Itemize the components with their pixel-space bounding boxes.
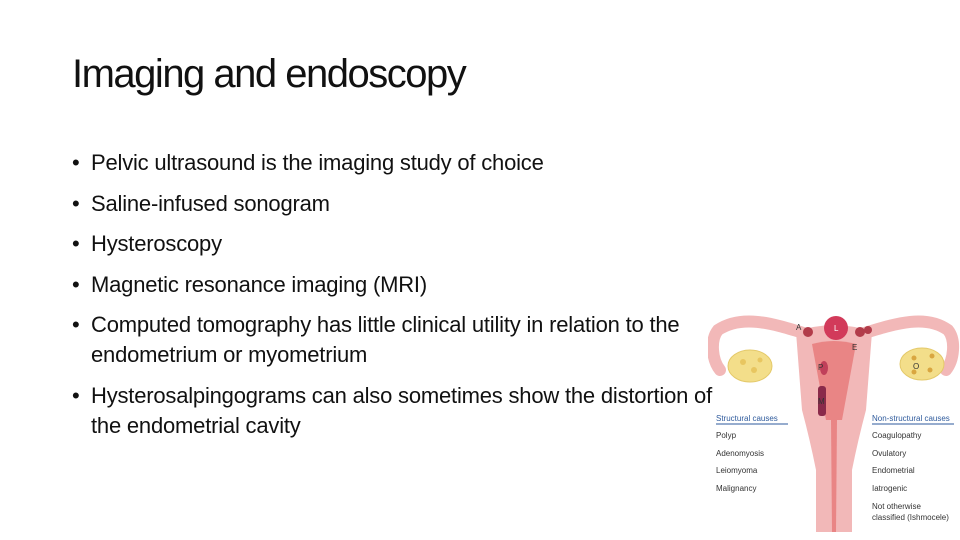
structural-item: Polyp <box>716 431 737 440</box>
cervical-canal <box>831 420 837 532</box>
ovary-follicle <box>751 367 757 373</box>
marker-E: E <box>852 343 858 352</box>
adenomyosis-spot <box>803 327 813 337</box>
non-structural-item: classified (Ishmocele) <box>872 513 949 522</box>
adenomyosis-spot <box>855 327 865 337</box>
marker-P: P <box>818 363 824 372</box>
ovary-follicle <box>928 368 933 373</box>
bullet-marker: • <box>72 190 80 216</box>
ovary-follicle <box>930 354 935 359</box>
bullet-text: Computed tomography has little clinical utility in relation to the endometrium or myometrium <box>91 312 680 367</box>
ovary-follicle <box>758 358 763 363</box>
non-structural-item: Not otherwise <box>872 502 921 511</box>
non-structural-item: Endometrial <box>872 466 915 475</box>
non-structural-item: Iatrogenic <box>872 484 908 493</box>
bullet-item <box>72 381 712 441</box>
structural-causes-heading: Structural causes <box>716 414 778 423</box>
bullet-item <box>72 310 712 370</box>
bullet-marker: • <box>72 231 80 256</box>
bullet-text: Hysteroscopy <box>91 231 222 256</box>
structural-item: Adenomyosis <box>716 449 765 458</box>
bullet-text: Pelvic ultrasound is the imaging study of choice <box>91 150 544 175</box>
bullet-item <box>72 229 712 259</box>
bullet-item <box>72 148 712 178</box>
marker-L: L <box>834 324 839 333</box>
adenomyosis-spot <box>864 326 872 334</box>
structural-item: Malignancy <box>716 484 757 493</box>
uterus-diagram <box>708 300 960 532</box>
bullet-marker: • <box>72 150 80 175</box>
bullet-item <box>72 189 712 219</box>
bullet-marker: • <box>72 312 80 337</box>
bullet-text: Magnetic resonance imaging (MRI) <box>91 271 427 297</box>
ovary-follicle <box>912 356 917 361</box>
right-ovary <box>900 348 944 380</box>
non-structural-causes-heading: Non-structural causes <box>872 414 950 423</box>
marker-M: M <box>818 397 825 406</box>
bullet-marker: • <box>72 382 80 408</box>
marker-O: O <box>913 362 920 371</box>
bullet-text: Saline-infused sonogram <box>91 190 330 216</box>
structural-item: Leiomyoma <box>716 466 758 475</box>
bullet-list <box>72 148 712 451</box>
non-structural-item: Coagulopathy <box>872 431 922 440</box>
slide-title: Imaging and endoscopy <box>72 52 466 96</box>
bullet-text: Hysterosalpingograms can also sometimes show the distortion of the endometrial cavity <box>91 382 713 438</box>
bullet-item <box>72 270 712 300</box>
non-structural-item: Ovulatory <box>872 449 907 458</box>
marker-A: A <box>796 323 802 332</box>
left-ovary <box>728 350 772 382</box>
bullet-marker: • <box>72 271 80 297</box>
ovary-follicle <box>740 359 746 365</box>
